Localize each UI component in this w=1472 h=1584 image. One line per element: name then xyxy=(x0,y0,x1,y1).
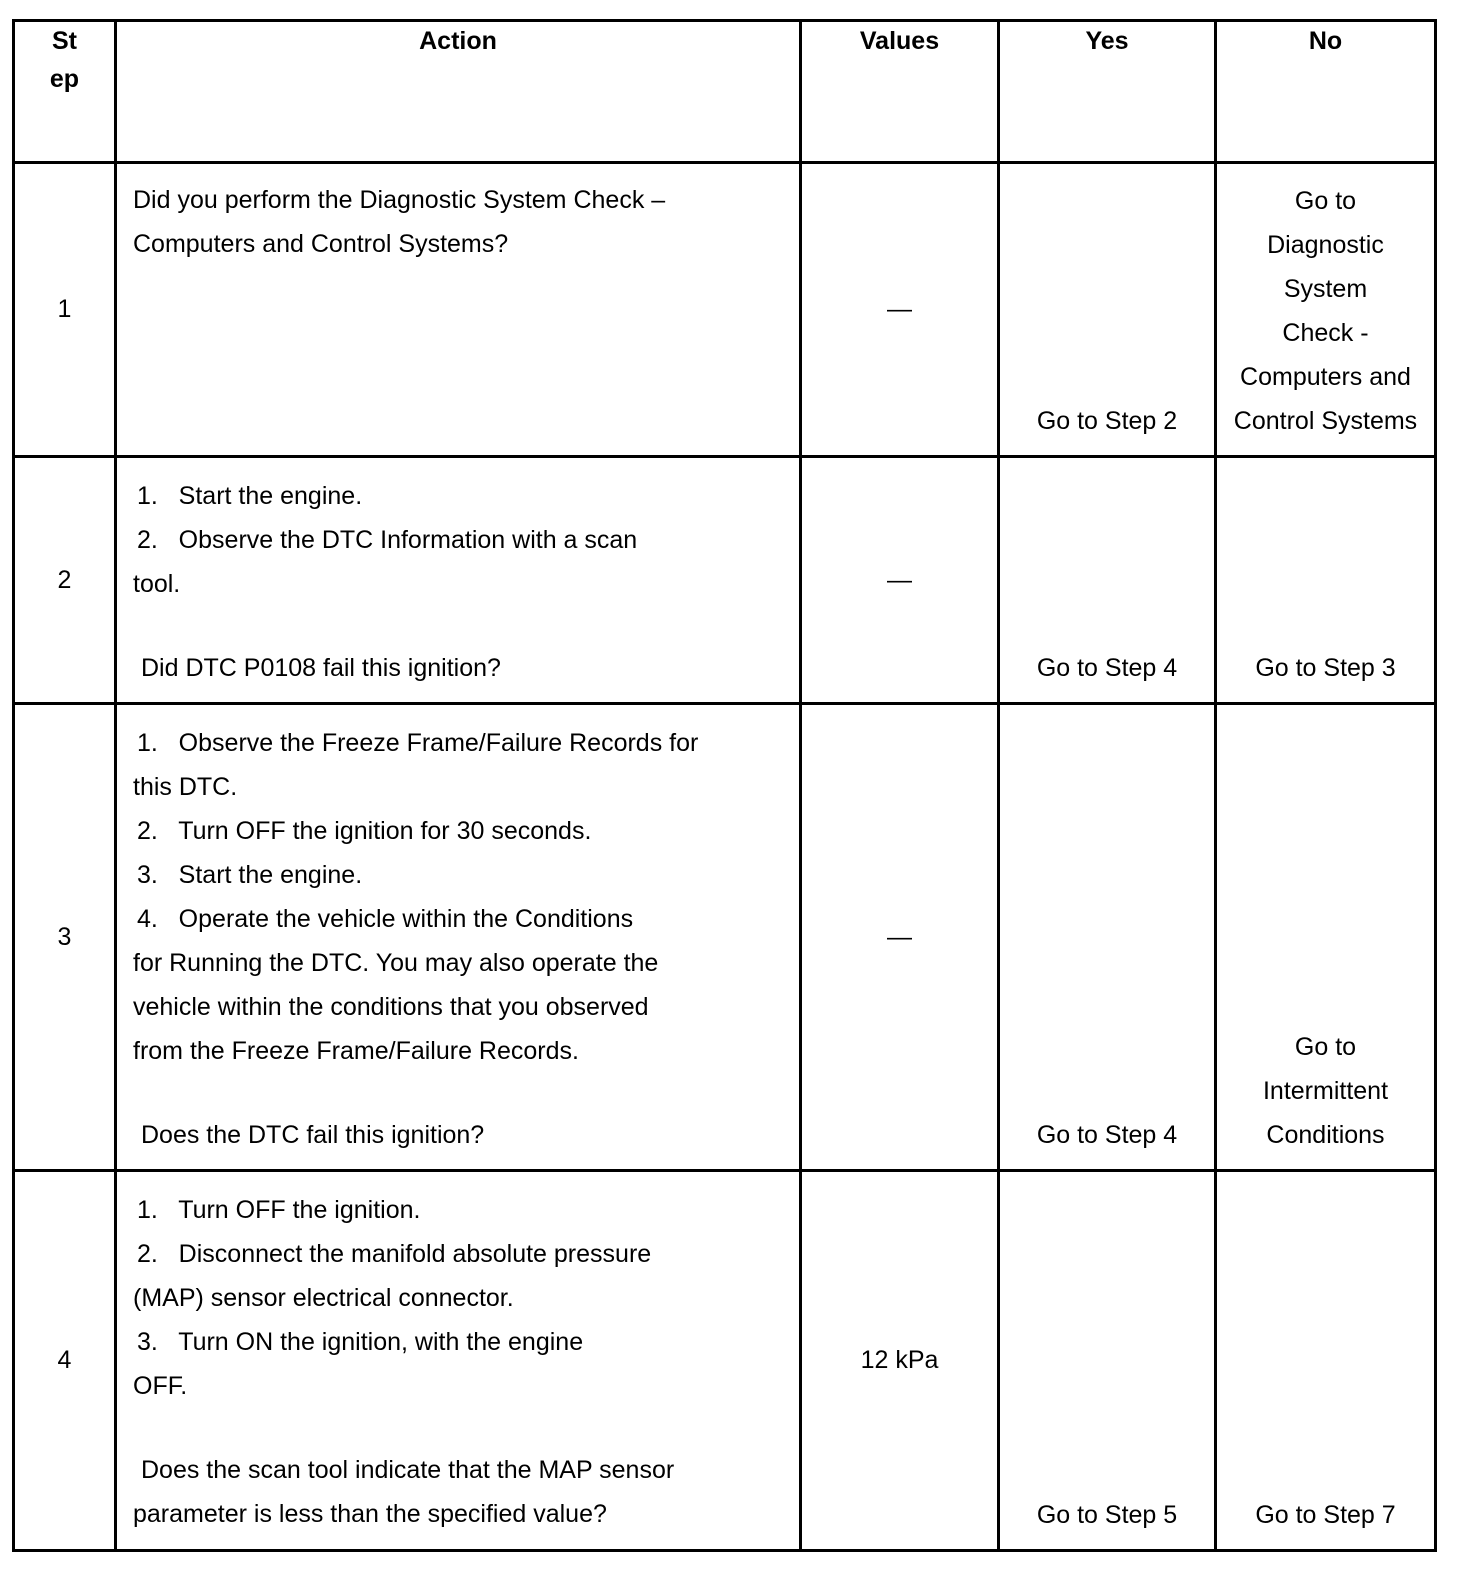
header-values: Values xyxy=(801,21,999,163)
action-line: this DTC. xyxy=(133,773,238,801)
header-yes: Yes xyxy=(999,21,1216,163)
action-line: 1. Turn OFF the ignition. xyxy=(137,1196,421,1224)
yes-cell xyxy=(999,163,1216,457)
action-line: 2. Disconnect the manifold absolute pressure xyxy=(137,1240,652,1268)
yes-link[interactable]: Go to Step 2 xyxy=(1036,407,1178,435)
no-link[interactable]: Go to Intermittent Conditions xyxy=(1262,1033,1389,1149)
no-cell xyxy=(1216,704,1436,1171)
action-line: tool. xyxy=(133,570,181,598)
action-cell xyxy=(116,704,801,1171)
action-question: Does the scan tool indicate that the MAP sensor xyxy=(141,1456,675,1484)
action-line: 3. Turn ON the ignition, with the engine xyxy=(137,1328,584,1356)
action-line: for Running the DTC. You may also operate the xyxy=(133,949,659,977)
yes-cell xyxy=(999,704,1216,1171)
diagnostic-table xyxy=(12,19,1437,1552)
action-cell xyxy=(116,163,801,457)
action-line: 2. Observe the DTC Information with a scan xyxy=(137,526,638,554)
table-row xyxy=(14,704,1436,1171)
action-line: Computers and Control Systems? xyxy=(133,230,509,258)
yes-link[interactable]: Go to Step 4 xyxy=(1036,1121,1178,1149)
header-step: St ep xyxy=(14,21,116,163)
step-number: 1 xyxy=(14,163,116,457)
header-row xyxy=(14,21,1436,163)
value-cell: — xyxy=(801,457,999,704)
action-line: 1. Observe the Freeze Frame/Failure Records for xyxy=(137,729,699,757)
no-link[interactable]: Go to Diagnostic System Check - Computers and Control Systems xyxy=(1233,187,1418,435)
header-no: No xyxy=(1216,21,1436,163)
step-number: 4 xyxy=(14,1171,116,1551)
action-line: from the Freeze Frame/Failure Records. xyxy=(133,1037,579,1065)
action-question: Does the DTC fail this ignition? xyxy=(141,1121,485,1149)
step-number: 3 xyxy=(14,704,116,1171)
action-question-cont: parameter is less than the specified value? xyxy=(133,1500,607,1528)
value-cell: — xyxy=(801,163,999,457)
action-line: OFF. xyxy=(133,1372,188,1400)
action-line: Did you perform the Diagnostic System Check – xyxy=(133,186,666,214)
action-line: 4. Operate the vehicle within the Conditions xyxy=(137,905,634,933)
yes-cell xyxy=(999,457,1216,704)
action-cell xyxy=(116,457,801,704)
table-row xyxy=(14,163,1436,457)
action-line: (MAP) sensor electrical connector. xyxy=(133,1284,514,1312)
no-cell xyxy=(1216,1171,1436,1551)
action-line: 2. Turn OFF the ignition for 30 seconds. xyxy=(137,817,592,845)
action-line: vehicle within the conditions that you observed xyxy=(133,993,649,1021)
action-line: 3. Start the engine. xyxy=(137,861,363,889)
value-cell: — xyxy=(801,704,999,1171)
no-link[interactable]: Go to Step 7 xyxy=(1255,1501,1396,1529)
action-line: 1. Start the engine. xyxy=(137,482,363,510)
no-cell xyxy=(1216,163,1436,457)
yes-link[interactable]: Go to Step 4 xyxy=(1036,654,1178,682)
yes-cell xyxy=(999,1171,1216,1551)
action-question: Did DTC P0108 fail this ignition? xyxy=(141,654,501,682)
step-number: 2 xyxy=(14,457,116,704)
table-row xyxy=(14,1171,1436,1551)
value-cell: 12 kPa xyxy=(801,1171,999,1551)
header-action: Action xyxy=(116,21,801,163)
table-row xyxy=(14,457,1436,704)
no-link[interactable]: Go to Step 3 xyxy=(1255,654,1396,682)
no-cell xyxy=(1216,457,1436,704)
yes-link[interactable]: Go to Step 5 xyxy=(1036,1501,1178,1529)
action-cell xyxy=(116,1171,801,1551)
